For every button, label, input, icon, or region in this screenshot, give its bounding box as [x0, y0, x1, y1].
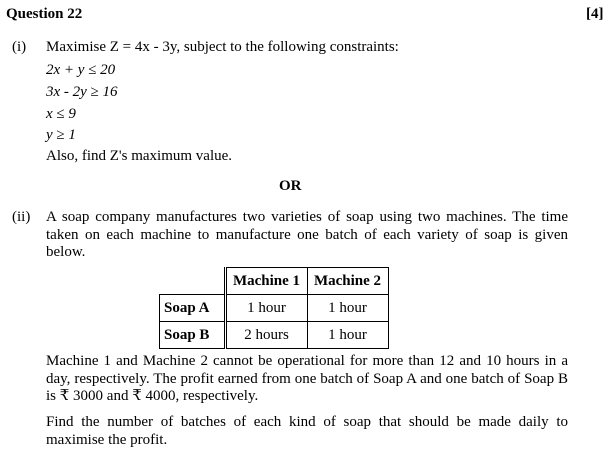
constraint-3: x ≤ 9: [46, 106, 76, 122]
table-cell: 1 hour: [307, 295, 388, 322]
or-label: OR: [279, 178, 302, 194]
table-header-machine-1: Machine 1: [225, 268, 307, 295]
table-corner-cell: [160, 268, 226, 295]
table-header-machine-2: Machine 2: [307, 268, 388, 295]
part-i-closing: Also, find Z's maximum value.: [46, 148, 233, 164]
part-i-text: Maximise Z = 4x - 3y, subject to the following constraints:: [46, 39, 399, 55]
constraint-1: 2x + y ≤ 20: [46, 62, 116, 78]
table-header-row: [160, 268, 389, 295]
table-cell: 1 hour: [307, 322, 388, 349]
soap-machine-table: [159, 267, 389, 349]
marks-label: [4]: [586, 6, 604, 22]
table-cell: 1 hour: [225, 295, 307, 322]
question-title: Question 22: [6, 6, 83, 22]
table-row: [160, 322, 389, 349]
part-ii-intro: A soap company manufactures two varieties of soap using two machines. The time taken on each machine to manufacture one batch of each variety of soap is given below.: [46, 209, 568, 260]
constraint-2: 3x - 2y ≥ 16: [46, 84, 118, 100]
part-ii-paragraph: Machine 1 and Machine 2 cannot be operational for more than 12 and 10 hours in a day, respectively. The profit earned from one batch of Soap A and one batch of Soap B is ₹ 3000 and ₹ 4000, respectively.: [46, 353, 568, 404]
table-row-header-soap-b: Soap B: [160, 322, 226, 349]
table-cell: 2 hours: [225, 322, 307, 349]
table-row: [160, 295, 389, 322]
part-ii-label: (ii): [12, 209, 31, 225]
part-ii-task: Find the number of batches of each kind of soap that should be made daily to maximise the profit.: [46, 414, 568, 448]
constraint-4: y ≥ 1: [46, 127, 76, 143]
part-i-label: (i): [12, 39, 27, 55]
table-row-header-soap-a: Soap A: [160, 295, 226, 322]
